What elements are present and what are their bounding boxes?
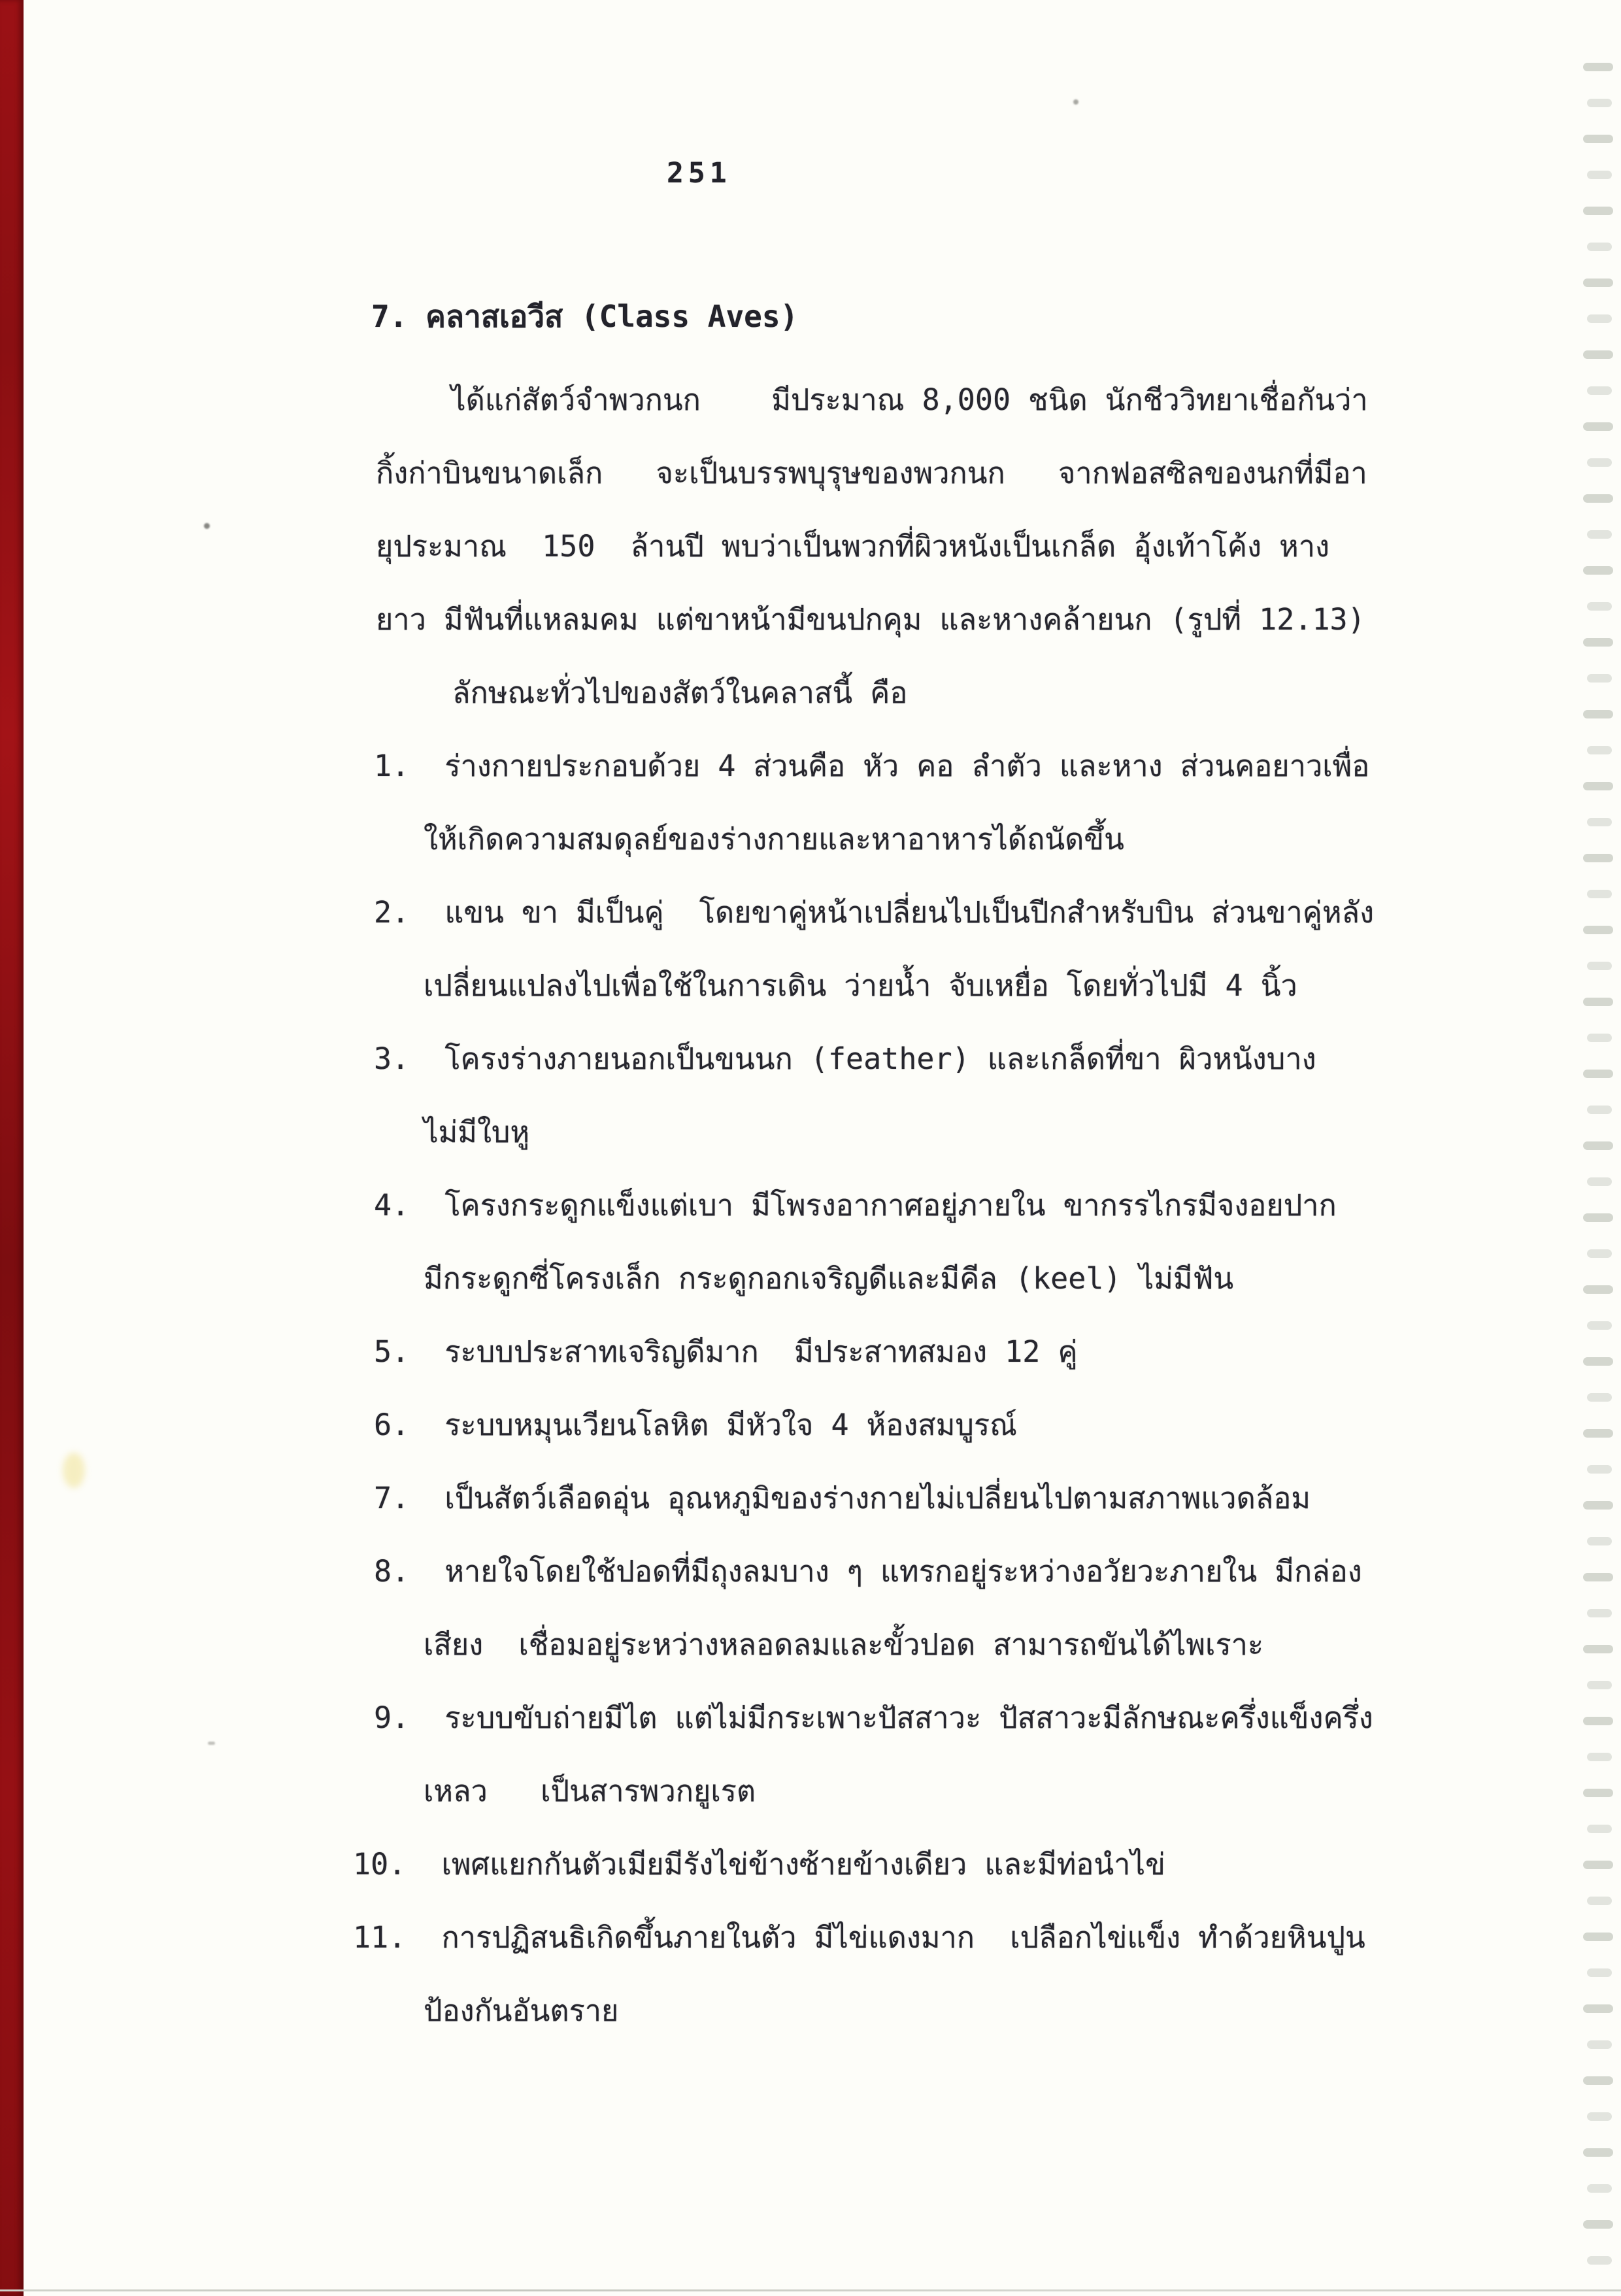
binding-hole-mark: [1583, 2076, 1613, 2085]
text-line: เหลว เป็นสารพวกยูเรต: [424, 1774, 756, 1808]
text-line: เปลี่ยนแปลงไปเพื่อใช้ในการเดิน ว่ายน้ำ จับเหยื่อ โดยทั่วไปมี 4 นิ้ว: [424, 968, 1297, 1003]
binding-hole-mark: [1583, 63, 1613, 71]
binding-hole-mark: [1587, 890, 1612, 898]
binding-hole-mark: [1583, 1141, 1613, 1150]
binding-hole-mark: [1587, 1681, 1612, 1689]
binding-hole-mark: [1587, 1177, 1612, 1186]
binding-hole-mark: [1587, 458, 1612, 467]
text-line: ป้องกันอันตราย: [424, 1993, 619, 2028]
binding-hole-mark: [1587, 1106, 1612, 1114]
binding-hole-mark: [1583, 494, 1613, 503]
binding-hole-mark: [1587, 818, 1612, 826]
binding-hole-mark: [1583, 998, 1613, 1006]
binding-hole-mark: [1583, 422, 1613, 431]
binding-hole-mark: [1583, 1070, 1613, 1078]
ink-speck: [1073, 99, 1078, 105]
binding-hole-mark: [1583, 2148, 1613, 2157]
text-line: ลักษณะทั่วไปของสัตว์ในคลาสนี้ คือ: [452, 675, 908, 710]
text-line: 11. การปฏิสนธิเกิดขึ้นภายในตัว มีไข่แดงมาก เปลือกไข่แข็ง ทำด้วยหินปูน: [353, 1920, 1365, 1955]
binding-hole-mark: [1583, 2220, 1613, 2229]
binding-hole-mark: [1583, 1573, 1613, 1581]
binding-hole-mark: [1587, 2256, 1612, 2265]
text-line: 8. หายใจโดยใช้ปอดที่มีถุงลมบาง ๆ แทรกอยู่ระหว่างอวัยวะภายใน มีกล่อง: [374, 1554, 1362, 1589]
book-spine-red-stripe: [0, 0, 24, 2296]
binding-hole-mark: [1587, 1609, 1612, 1617]
binding-hole-mark: [1587, 386, 1612, 395]
binding-hole-mark: [1583, 1645, 1613, 1653]
page-bottom-edge: [0, 2289, 1621, 2291]
section-heading: 7. คลาสเอวีส (Class Aves): [371, 299, 799, 334]
text-line: 4. โครงกระดูกแข็งแต่เบา มีโพรงอากาศอยู่ภายใน ขากรรไกรมีจงอยปาก: [374, 1188, 1337, 1223]
binding-hole-mark: [1587, 1465, 1612, 1474]
text-line: 5. ระบบประสาทเจริญดีมาก มีประสาทสมอง 12 คู่: [374, 1334, 1078, 1369]
binding-hole-mark: [1583, 1429, 1613, 1438]
binding-hole-mark: [1587, 530, 1612, 539]
binding-hole-mark: [1583, 854, 1613, 862]
ink-speck: [208, 1742, 215, 1745]
yellow-stain: [63, 1453, 85, 1488]
binding-hole-mark: [1583, 638, 1613, 647]
text-line: ให้เกิดความสมดุลย์ของร่างกายและหาอาหารได้ถนัดขึ้น: [424, 822, 1124, 856]
text-line: มีกระดูกซี่โครงเล็ก กระดูกอกเจริญดีและมีคีล (keel) ไม่มีฟัน: [424, 1261, 1234, 1296]
binding-hole-mark: [1583, 1717, 1613, 1725]
binding-hole-mark: [1587, 746, 1612, 754]
binding-hole-mark: [1583, 2004, 1613, 2013]
binding-hole-mark: [1587, 1393, 1612, 1402]
text-line: กิ้งก่าบินขนาดเล็ก จะเป็นบรรพบุรุษของพวกนก จากฟอสซิลของนกที่มีอา: [376, 456, 1367, 490]
binding-hole-mark: [1583, 207, 1613, 215]
binding-hole-mark: [1583, 1861, 1613, 1869]
text-line: ยุประมาณ 150 ล้านปี พบว่าเป็นพวกที่ผิวหนังเป็นเกล็ด อุ้งเท้าโค้ง หาง: [376, 529, 1329, 564]
binding-hole-mark: [1587, 1897, 1612, 1905]
binding-hole-mark: [1587, 1249, 1612, 1258]
binding-hole-mark: [1583, 1357, 1613, 1366]
binding-hole-mark: [1583, 1933, 1613, 1941]
binding-hole-mark: [1587, 2112, 1612, 2121]
binding-hole-mark: [1583, 1501, 1613, 1510]
binding-hole-mark: [1583, 710, 1613, 718]
text-line: 7. เป็นสัตว์เลือดอุ่น อุณหภูมิของร่างกายไม่เปลี่ยนไปตามสภาพแวดล้อม: [374, 1481, 1311, 1515]
binding-hole-mark: [1587, 314, 1612, 323]
binding-hole-mark: [1583, 350, 1613, 359]
binding-hole-mark: [1587, 962, 1612, 970]
binding-hole-mark: [1587, 2184, 1612, 2193]
binding-hole-mark: [1583, 1789, 1613, 1797]
text-line: 9. ระบบขับถ่ายมีไต แต่ไม่มีกระเพาะปัสสาวะ ปัสสาวะมีลักษณะครึ่งแข็งครึ่ง: [374, 1700, 1373, 1735]
binding-hole-mark: [1583, 1285, 1613, 1294]
ink-speck: [204, 523, 210, 529]
binding-hole-mark: [1587, 243, 1612, 251]
text-line: 10. เพศแยกกันตัวเมียมีรังไข่ข้างซ้ายข้างเดียว และมีท่อนำไข่: [353, 1847, 1165, 1882]
binding-hole-mark: [1587, 1034, 1612, 1042]
text-line: ยาว มีฟันที่แหลมคม แต่ขาหน้ามีขนปกคุม และหางคล้ายนก (รูปที่ 12.13): [376, 602, 1365, 637]
binding-hole-mark: [1583, 1213, 1613, 1222]
binding-hole-mark: [1587, 1825, 1612, 1833]
binding-hole-mark: [1583, 279, 1613, 287]
binding-hole-mark: [1583, 782, 1613, 790]
binding-hole-mark: [1587, 1753, 1612, 1761]
binding-hole-mark: [1587, 674, 1612, 683]
binding-hole-mark: [1583, 135, 1613, 143]
text-line: 6. ระบบหมุนเวียนโลหิต มีหัวใจ 4 ห้องสมบูรณ์: [374, 1408, 1017, 1442]
binding-hole-mark: [1583, 566, 1613, 575]
binding-hole-mark: [1587, 1968, 1612, 1977]
text-line: เสียง เชื่อมอยู่ระหว่างหลอดลมและขั้วปอด สามารถขันได้ไพเราะ: [424, 1627, 1264, 1662]
text-line: ไม่มีใบหู: [424, 1115, 530, 1149]
text-line: ได้แก่สัตว์จำพวกนก มีประมาณ 8,000 ชนิด นักชีววิทยาเชื่อกันว่า: [451, 382, 1368, 417]
text-line: 2. แขน ขา มีเป็นคู่ โดยขาคู่หน้าเปลี่ยนไปเป็นปีกสำหรับบิน ส่วนขาคู่หลัง: [374, 895, 1375, 930]
binding-hole-mark: [1587, 1321, 1612, 1330]
binding-hole-mark: [1587, 2040, 1612, 2049]
page-number: 251: [667, 157, 731, 190]
text-line: 3. โครงร่างภายนอกเป็นขนนก (feather) และเกล็ดที่ขา ผิวหนังบาง: [374, 1041, 1316, 1076]
binding-hole-mark: [1587, 1537, 1612, 1545]
binding-hole-mark: [1587, 171, 1612, 179]
text-line: 1. ร่างกายประกอบด้วย 4 ส่วนคือ หัว คอ ลำตัว และหาง ส่วนคอยาวเพื่อ: [374, 749, 1370, 783]
binding-hole-mark: [1587, 602, 1612, 611]
binding-hole-mark: [1587, 99, 1612, 107]
binding-hole-mark: [1583, 926, 1613, 934]
